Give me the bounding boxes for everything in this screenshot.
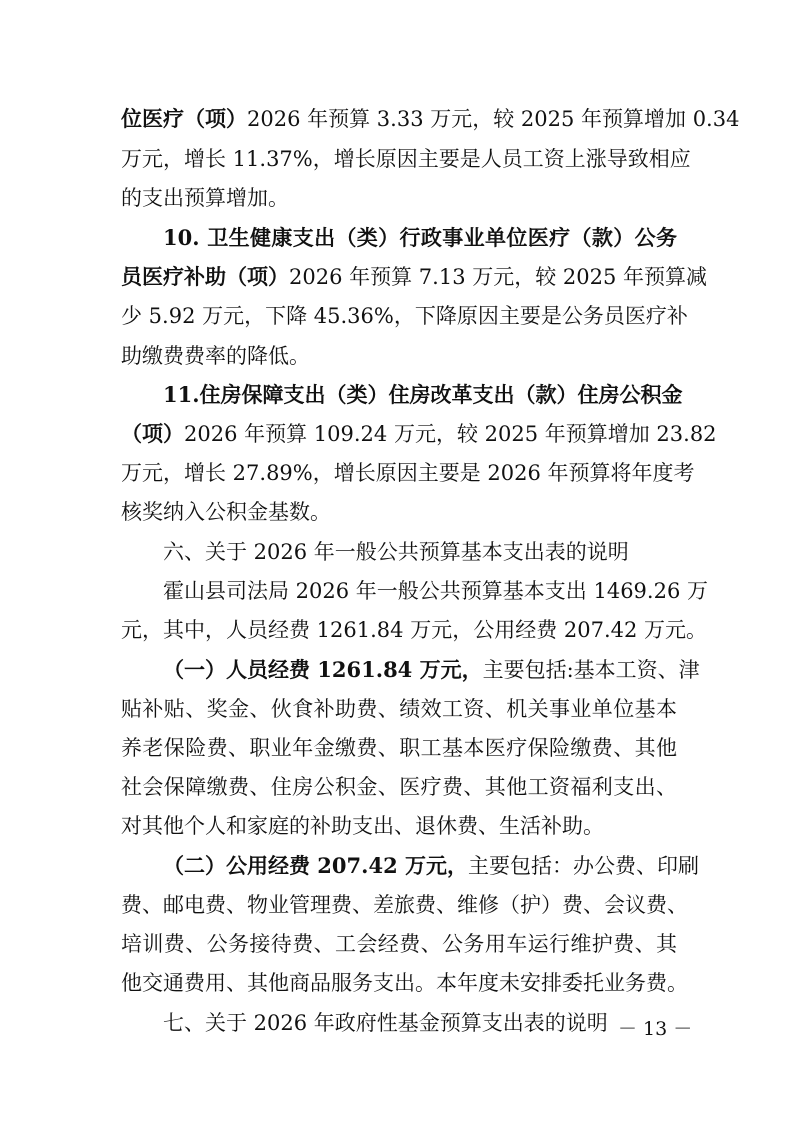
p10-line-1: 10. 卫生健康支出（类）行政事业单位医疗（款）公务 bbox=[163, 225, 677, 250]
p9-line-1 bbox=[121, 106, 740, 132]
p9-line-3: 的支出预算增加。 bbox=[121, 186, 289, 210]
p11-line-1: 11.住房保障支出（类）住房改革支出（款）住房公积金 bbox=[163, 382, 683, 407]
section-6-heading: 六、关于 2026 年一般公共预算基本支出表的说明 bbox=[163, 540, 629, 564]
p9-text: 2026 年预算 3.33 万元，较 2025 年预算增加 0.34 bbox=[247, 107, 740, 131]
personnel-line-2: 贴补贴、奖金、伙食补助费、绩效工资、机关事业单位基本 bbox=[121, 697, 677, 721]
p11-text: 2026 年预算 109.24 万元，较 2025 年预算增加 23.82 bbox=[184, 422, 717, 446]
personnel-line-4: 社会保障缴费、住房公积金、医疗费、其他工资福利支出、 bbox=[121, 775, 677, 799]
public-line-1 bbox=[163, 853, 699, 879]
section-6-line-2: 元，其中，人员经费 1261.84 万元，公用经费 207.42 万元。 bbox=[121, 618, 708, 642]
p9-line-2: 万元，增长 11.37%，增长原因主要是人员工资上涨导致相应 bbox=[121, 147, 691, 171]
personnel-bold-lead: （一）人员经费 1261.84 万元， bbox=[163, 657, 483, 682]
p11-line-2 bbox=[121, 421, 717, 447]
p10-text: 2026 年预算 7.13 万元，较 2025 年预算减 bbox=[289, 265, 708, 289]
p9-bold-lead: 位医疗（项） bbox=[121, 106, 247, 131]
section-6-line-1: 霍山县司法局 2026 年一般公共预算基本支出 1469.26 万 bbox=[163, 579, 708, 603]
p10-line-4: 助缴费费率的降低。 bbox=[121, 344, 310, 368]
p11-bold-lead: （项） bbox=[121, 421, 184, 446]
p10-line-2 bbox=[121, 264, 708, 290]
personnel-line-3: 养老保险费、职业年金缴费、职工基本医疗保险缴费、其他 bbox=[121, 736, 677, 760]
personnel-text: 主要包括:基本工资、津 bbox=[482, 658, 700, 682]
personnel-line-5: 对其他个人和家庭的补助支出、退休费、生活补助。 bbox=[121, 814, 604, 838]
public-line-3: 培训费、公务接待费、工会经费、公务用车运行维护费、其 bbox=[121, 932, 677, 956]
p10-line-3: 少 5.92 万元，下降 45.36%，下降原因主要是公务员医疗补 bbox=[121, 304, 688, 328]
personnel-line-1 bbox=[163, 657, 700, 683]
public-bold-lead: （二）公用经费 207.42 万元， bbox=[163, 853, 468, 878]
p11-line-3: 万元，增长 27.89%，增长原因主要是 2026 年预算将年度考 bbox=[121, 461, 695, 485]
public-line-2: 费、邮电费、物业管理费、差旅费、维修（护）费、会议费、 bbox=[121, 893, 688, 917]
p11-line-4: 核奖纳入公积金基数。 bbox=[121, 500, 331, 524]
p10-bold-lead: 员医疗补助（项） bbox=[121, 264, 289, 289]
section-7-heading: 七、关于 2026 年政府性基金预算支出表的说明 bbox=[163, 1011, 608, 1035]
page-number: － 13 － bbox=[618, 1018, 693, 1040]
public-text: 主要包括：办公费、印刷 bbox=[468, 854, 699, 878]
public-line-4: 他交通费用、其他商品服务支出。本年度未安排委托业务费。 bbox=[121, 971, 688, 995]
